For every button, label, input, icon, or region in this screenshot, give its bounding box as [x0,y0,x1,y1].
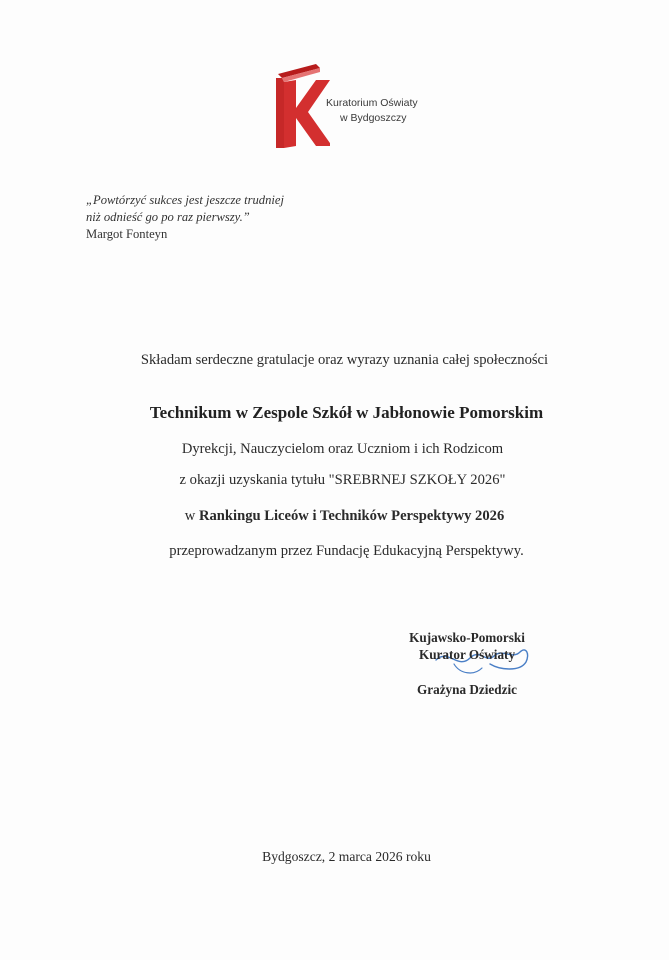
logo-line2: w Bydgoszczy [340,112,407,124]
ranking-prefix: w [184,508,196,524]
signature-block [404,629,530,698]
ranking-line [10,508,669,525]
organizer-line: przeprowadzanym przez Fundację Edukacyjną Perspektywy. [169,543,524,559]
epigraph [86,192,284,243]
signatory-title2: Kurator Oświaty [418,647,516,662]
title-award-line [8,472,669,489]
book-k-icon [270,62,330,152]
quote-line2: niż odnieść go po raz pierwszy.” [86,210,250,224]
recipients-line: Dyrekcji, Nauczycielom oraz Uczniom i ich Rodzicom [181,441,504,457]
kuratorium-logo [270,62,430,152]
title-award-text: z okazji uzyskania tytułu "SREBRNEJ SZKOŁY 2026" [179,472,506,488]
ranking-name: Rankingu Liceów i Techników Perspektywy 2026 [198,508,505,524]
signatory-title1: Kujawsko-Pomorski [409,630,525,645]
school-name: Technikum w Zespole Szkół w Jabłonowie Pomorskim [149,403,544,422]
signatory-name: Grażyna Dziedzic [417,682,517,697]
place-date: Bydgoszcz, 2 marca 2026 roku [262,849,431,864]
quote-line1: „Powtórzyć sukces jest jeszcze trudniej [86,193,284,207]
logo-line1: Kuratorium Oświaty [326,97,418,109]
congratulations-line: Składam serdeczne gratulacje oraz wyrazy uznania całej społeczności [140,352,549,368]
quote-author: Margot Fonteyn [86,227,168,241]
